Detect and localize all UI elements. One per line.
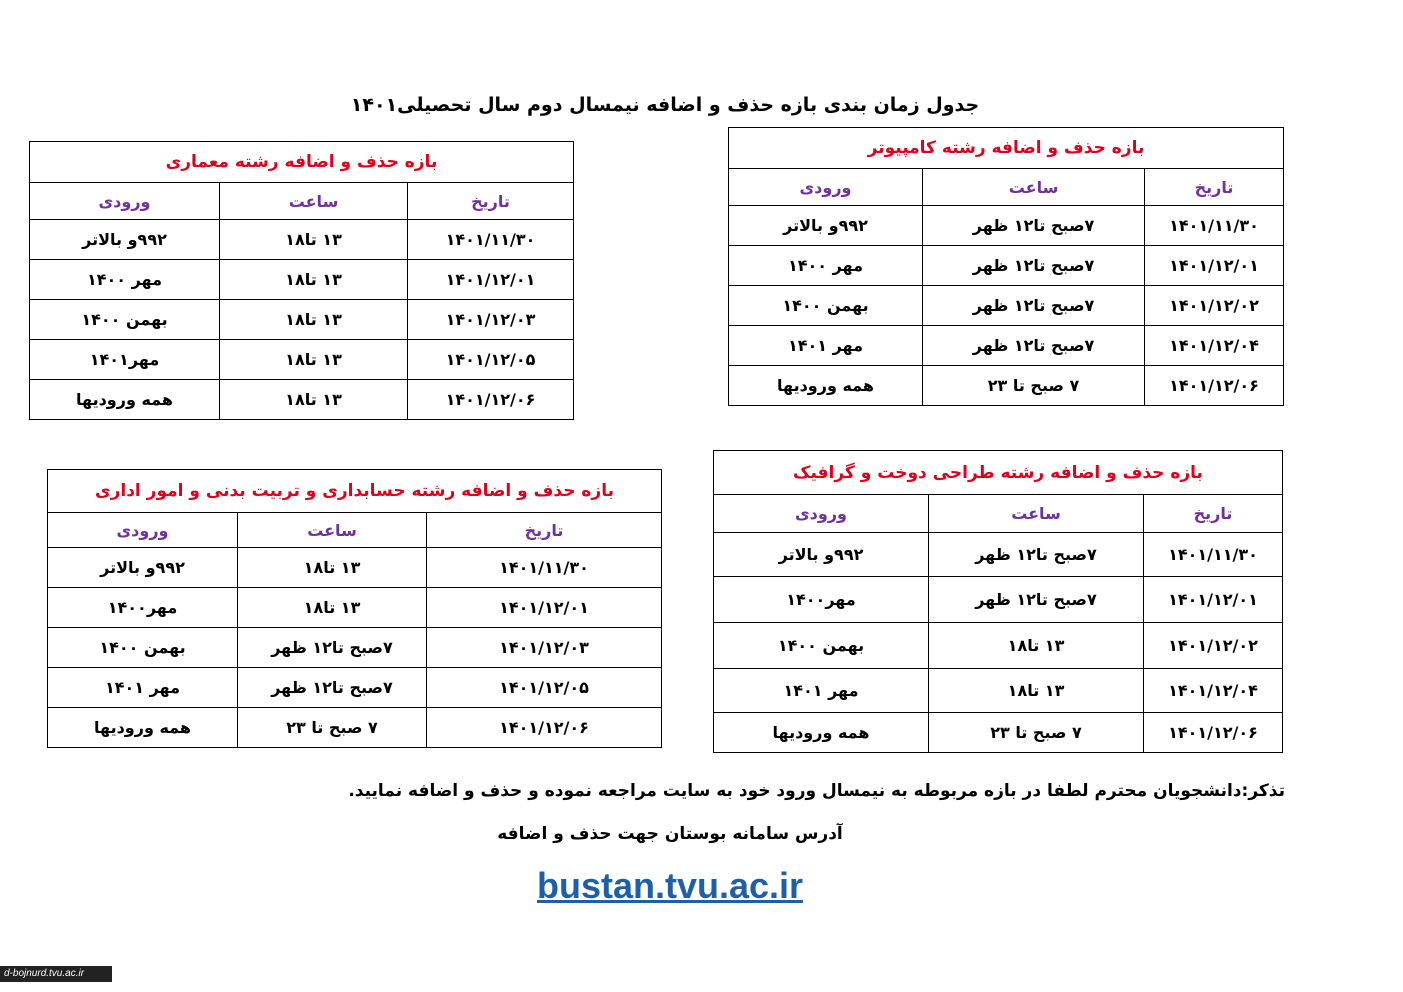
table-computer bbox=[728, 127, 1284, 406]
cell-date: ۱۴۰۱/۱۱/۳۰ bbox=[1145, 206, 1284, 246]
table-row bbox=[48, 668, 662, 708]
table-caption: بازه حذف و اضافه رشته طراحی دوخت و گرافیک bbox=[714, 451, 1283, 495]
table-caption: بازه حذف و اضافه رشته حسابداری و تربیت بدنی و امور اداری bbox=[48, 470, 662, 513]
table-row bbox=[30, 260, 574, 300]
table-accounting bbox=[47, 469, 662, 748]
site-watermark: d-bojnurd.tvu.ac.ir bbox=[0, 966, 112, 982]
cell-time: ۱۳ تا۱۸ bbox=[220, 220, 408, 260]
cell-time: ۷ صبح تا ۲۳ bbox=[238, 708, 427, 748]
table-row bbox=[714, 533, 1283, 577]
cell-time: ۷ صبح تا ۲۳ bbox=[923, 366, 1145, 406]
cell-time: ۱۳ تا۱۸ bbox=[929, 669, 1144, 713]
cell-time: ۷صبح تا۱۲ ظهر bbox=[929, 577, 1144, 623]
table-row bbox=[30, 340, 574, 380]
cell-date: ۱۴۰۱/۱۱/۳۰ bbox=[1144, 533, 1283, 577]
page-title: جدول زمان بندی بازه حذف و اضافه نیمسال دوم سال تحصیلی۱۴۰۱ bbox=[350, 94, 980, 116]
cell-date: ۱۴۰۱/۱۲/۰۵ bbox=[408, 340, 574, 380]
table-row bbox=[729, 326, 1284, 366]
cell-date: ۱۴۰۱/۱۲/۰۱ bbox=[427, 588, 662, 628]
system-address-label: آدرس سامانه بوستان جهت حذف و اضافه bbox=[497, 824, 843, 844]
cell-entry: مهر۱۴۰۱ bbox=[30, 340, 220, 380]
table-row bbox=[48, 628, 662, 668]
table-row bbox=[729, 246, 1284, 286]
cell-time: ۱۳ تا۱۸ bbox=[238, 588, 427, 628]
table-row bbox=[30, 380, 574, 420]
cell-date: ۱۴۰۱/۱۱/۳۰ bbox=[408, 220, 574, 260]
reminder-note: تذکر:دانشجویان محترم لطفا در بازه مربوطه به نیمسال ورود خود به سایت مراجعه نموده و حذف و اضافه نمایید. bbox=[348, 781, 1285, 801]
table-row bbox=[30, 300, 574, 340]
cell-date: ۱۴۰۱/۱۲/۰۳ bbox=[408, 300, 574, 340]
cell-date: ۱۴۰۱/۱۲/۰۶ bbox=[427, 708, 662, 748]
header-entry: ورودی bbox=[729, 169, 923, 206]
table-row bbox=[714, 713, 1283, 753]
cell-entry: ۹۹۲و بالاتر bbox=[714, 533, 929, 577]
cell-time: ۷صبح تا۱۲ ظهر bbox=[923, 206, 1145, 246]
table-row bbox=[30, 220, 574, 260]
table-fashion-graphic bbox=[713, 450, 1283, 753]
header-entry: ورودی bbox=[48, 513, 238, 548]
cell-time: ۷صبح تا۱۲ ظهر bbox=[929, 533, 1144, 577]
cell-time: ۱۳ تا۱۸ bbox=[220, 300, 408, 340]
cell-time: ۷صبح تا۱۲ ظهر bbox=[238, 628, 427, 668]
table-row bbox=[714, 623, 1283, 669]
table-row bbox=[48, 588, 662, 628]
cell-entry: بهمن ۱۴۰۰ bbox=[48, 628, 238, 668]
cell-date: ۱۴۰۱/۱۲/۰۶ bbox=[1144, 713, 1283, 753]
cell-entry: مهر ۱۴۰۱ bbox=[714, 669, 929, 713]
cell-date: ۱۴۰۱/۱۲/۰۴ bbox=[1145, 326, 1284, 366]
cell-time: ۱۳ تا۱۸ bbox=[929, 623, 1144, 669]
cell-entry: مهر ۱۴۰۰ bbox=[729, 246, 923, 286]
header-time: ساعت bbox=[923, 169, 1145, 206]
table-caption: بازه حذف و اضافه رشته کامپیوتر bbox=[729, 128, 1284, 169]
cell-entry: همه ورودیها bbox=[30, 380, 220, 420]
cell-entry: ۹۹۲و بالاتر bbox=[30, 220, 220, 260]
cell-entry: مهر۱۴۰۰ bbox=[714, 577, 929, 623]
cell-time: ۱۳ تا۱۸ bbox=[220, 380, 408, 420]
header-time: ساعت bbox=[929, 495, 1144, 533]
table-row bbox=[729, 366, 1284, 406]
cell-date: ۱۴۰۱/۱۲/۰۱ bbox=[1144, 577, 1283, 623]
cell-date: ۱۴۰۱/۱۲/۰۵ bbox=[427, 668, 662, 708]
cell-date: ۱۴۰۱/۱۲/۰۱ bbox=[408, 260, 574, 300]
cell-time: ۱۳ تا۱۸ bbox=[220, 260, 408, 300]
cell-time: ۷صبح تا۱۲ ظهر bbox=[923, 286, 1145, 326]
cell-date: ۱۴۰۱/۱۱/۳۰ bbox=[427, 548, 662, 588]
bustan-link[interactable]: bustan.tvu.ac.ir bbox=[536, 865, 804, 906]
cell-date: ۱۴۰۱/۱۲/۰۲ bbox=[1144, 623, 1283, 669]
cell-entry: همه ورودیها bbox=[48, 708, 238, 748]
cell-entry: بهمن ۱۴۰۰ bbox=[30, 300, 220, 340]
cell-time: ۱۳ تا۱۸ bbox=[238, 548, 427, 588]
cell-entry: بهمن ۱۴۰۰ bbox=[729, 286, 923, 326]
cell-date: ۱۴۰۱/۱۲/۰۱ bbox=[1145, 246, 1284, 286]
cell-time: ۷صبح تا۱۲ ظهر bbox=[238, 668, 427, 708]
cell-date: ۱۴۰۱/۱۲/۰۲ bbox=[1145, 286, 1284, 326]
table-row bbox=[48, 708, 662, 748]
cell-entry: مهر ۱۴۰۱ bbox=[48, 668, 238, 708]
table-memari bbox=[29, 141, 574, 420]
header-time: ساعت bbox=[220, 183, 408, 220]
table-row bbox=[714, 669, 1283, 713]
cell-date: ۱۴۰۱/۱۲/۰۶ bbox=[408, 380, 574, 420]
table-caption: بازه حذف و اضافه رشته معماری bbox=[30, 142, 574, 183]
cell-time: ۱۳ تا۱۸ bbox=[220, 340, 408, 380]
cell-entry: همه ورودیها bbox=[729, 366, 923, 406]
table-row bbox=[729, 286, 1284, 326]
cell-entry: ۹۹۲و بالاتر bbox=[729, 206, 923, 246]
cell-entry: مهر۱۴۰۰ bbox=[48, 588, 238, 628]
cell-entry: بهمن ۱۴۰۰ bbox=[714, 623, 929, 669]
header-entry: ورودی bbox=[30, 183, 220, 220]
cell-entry: مهر ۱۴۰۰ bbox=[30, 260, 220, 300]
header-time: ساعت bbox=[238, 513, 427, 548]
header-entry: ورودی bbox=[714, 495, 929, 533]
header-date: تاریخ bbox=[1144, 495, 1283, 533]
cell-date: ۱۴۰۱/۱۲/۰۳ bbox=[427, 628, 662, 668]
cell-date: ۱۴۰۱/۱۲/۰۴ bbox=[1144, 669, 1283, 713]
table-row bbox=[714, 577, 1283, 623]
cell-time: ۷صبح تا۱۲ ظهر bbox=[923, 246, 1145, 286]
table-row bbox=[48, 548, 662, 588]
cell-date: ۱۴۰۱/۱۲/۰۶ bbox=[1145, 366, 1284, 406]
header-date: تاریخ bbox=[1145, 169, 1284, 206]
cell-time: ۷صبح تا۱۲ ظهر bbox=[923, 326, 1145, 366]
header-date: تاریخ bbox=[427, 513, 662, 548]
table-row bbox=[729, 206, 1284, 246]
header-date: تاریخ bbox=[408, 183, 574, 220]
cell-time: ۷ صبح تا ۲۳ bbox=[929, 713, 1144, 753]
cell-entry: مهر ۱۴۰۱ bbox=[729, 326, 923, 366]
cell-entry: همه ورودیها bbox=[714, 713, 929, 753]
cell-entry: ۹۹۲و بالاتر bbox=[48, 548, 238, 588]
